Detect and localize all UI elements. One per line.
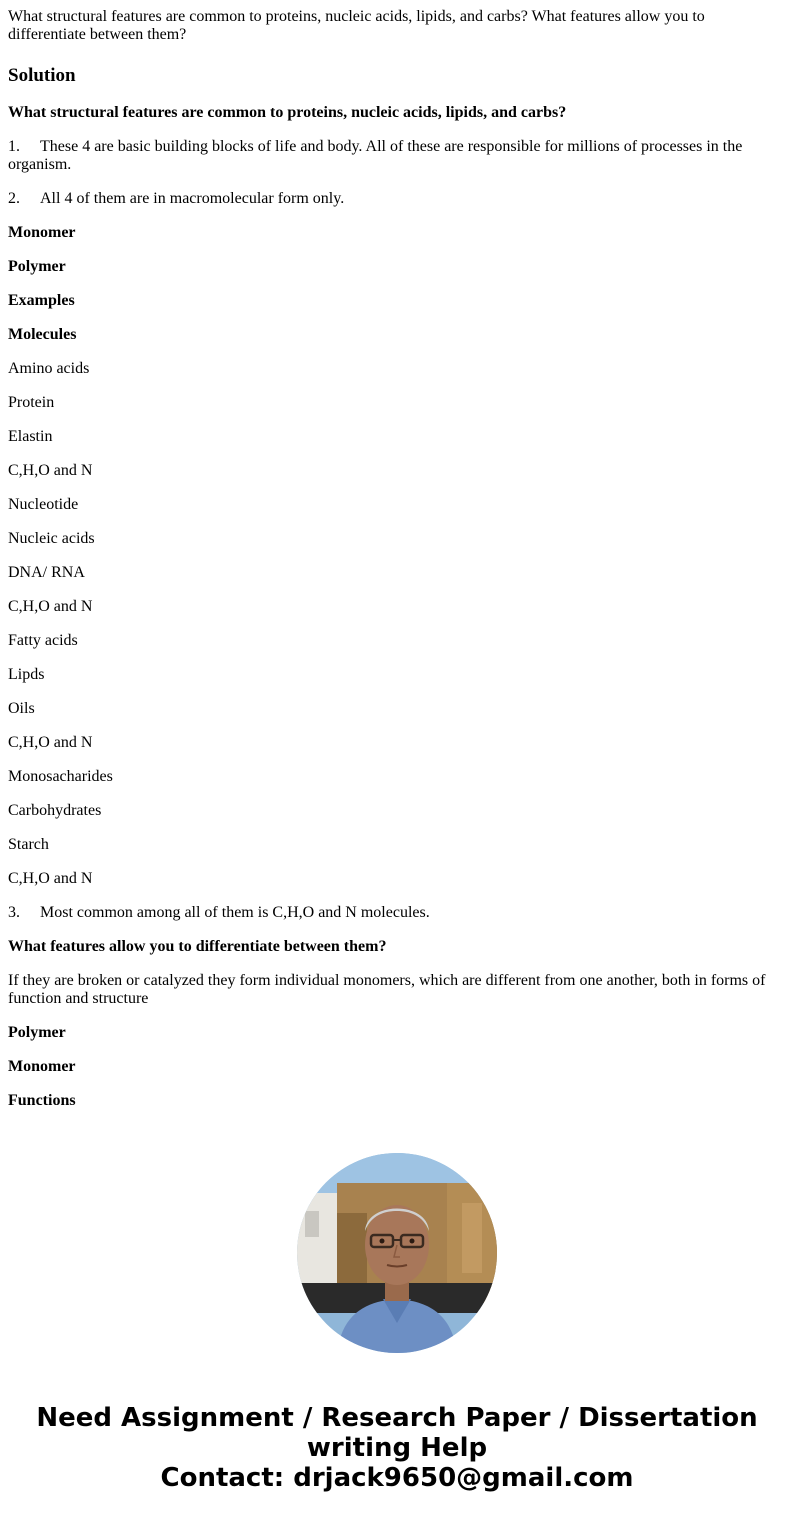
paragraph-text: Monosacharides [8,768,113,785]
paragraph-text: Monomer [8,1058,76,1075]
numbered-paragraph [8,138,786,174]
paragraph [8,734,786,752]
paragraph-text: Polymer [8,1024,66,1041]
paragraph-text: Nucleotide [8,496,79,513]
solution-heading: Solution [8,65,76,86]
paragraph-text: Oils [8,700,35,717]
paragraph-text: DNA/ RNA [8,564,85,581]
paragraph [8,394,786,412]
list-number: 3. [8,904,20,921]
paragraph [8,768,786,786]
section-label [8,1024,786,1042]
section-label [8,292,786,310]
paragraph-text: Lipds [8,666,45,683]
paragraph-text: What structural features are common to proteins, nucleic acids, lipids, and carbs? [8,104,567,121]
paragraph-text: Most common among all of them is C,H,O and N molecules. [40,904,430,921]
paragraph [8,972,786,1008]
paragraph-text: Molecules [8,326,77,343]
numbered-paragraph [8,190,786,208]
section-label [8,938,786,956]
question-text: What structural features are common to proteins, nucleic acids, lipids, and carbs? What features allow you to differentiate between them? [8,8,705,43]
promo-line-2: writing Help [306,1433,488,1463]
numbered-paragraph [8,904,786,922]
paragraph-text: Amino acids [8,360,90,377]
paragraph-text: Elastin [8,428,53,445]
section-label [8,1092,786,1110]
paragraph-text: If they are broken or catalyzed they form individual monomers, which are different from one another, both in forms of function and structure [8,972,766,1007]
paragraph [8,700,786,718]
section-label [8,224,786,242]
list-number: 1. [8,138,20,155]
paragraph [8,564,786,582]
promo-line-1: Need Assignment / Research Paper / Dissertation [36,1403,758,1433]
paragraph-text: Carbohydrates [8,802,102,819]
list-number: 2. [8,190,20,207]
paragraph-text: Starch [8,836,49,853]
paragraph-text: C,H,O and N [8,598,93,615]
paragraph [8,836,786,854]
paragraph [8,632,786,650]
paragraph-text: Protein [8,394,55,411]
paragraph-text: C,H,O and N [8,462,93,479]
paragraph-text: Functions [8,1092,76,1109]
paragraph [8,496,786,514]
paragraph-text: Monomer [8,224,76,241]
paragraph [8,428,786,446]
promo-line-3: Contact: drjack9650@gmail.com [160,1463,634,1493]
paragraph [8,360,786,378]
section-label [8,104,786,122]
paragraph-text: Polymer [8,258,66,275]
paragraph-text: All 4 of them are in macromolecular form only. [40,190,345,207]
paragraph-text: These 4 are basic building blocks of life and body. All of these are responsible for millions of processes in the organism. [8,138,743,173]
section-label [8,1058,786,1076]
paragraph-text: What features allow you to differentiate between them? [8,938,387,955]
promo-banner [0,1403,794,1493]
paragraph-text: Examples [8,292,75,309]
paragraph [8,462,786,480]
paragraph [8,870,786,888]
paragraph [8,530,786,548]
paragraph [8,598,786,616]
paragraph-text: Fatty acids [8,632,78,649]
section-label [8,258,786,276]
paragraph-text: Nucleic acids [8,530,95,547]
section-label [8,326,786,344]
paragraph-text: C,H,O and N [8,734,93,751]
solution-content [8,104,786,1110]
paragraph [8,666,786,684]
paragraph-text: C,H,O and N [8,870,93,887]
author-photo [297,1153,497,1353]
paragraph [8,802,786,820]
author-avatar [297,1153,497,1353]
